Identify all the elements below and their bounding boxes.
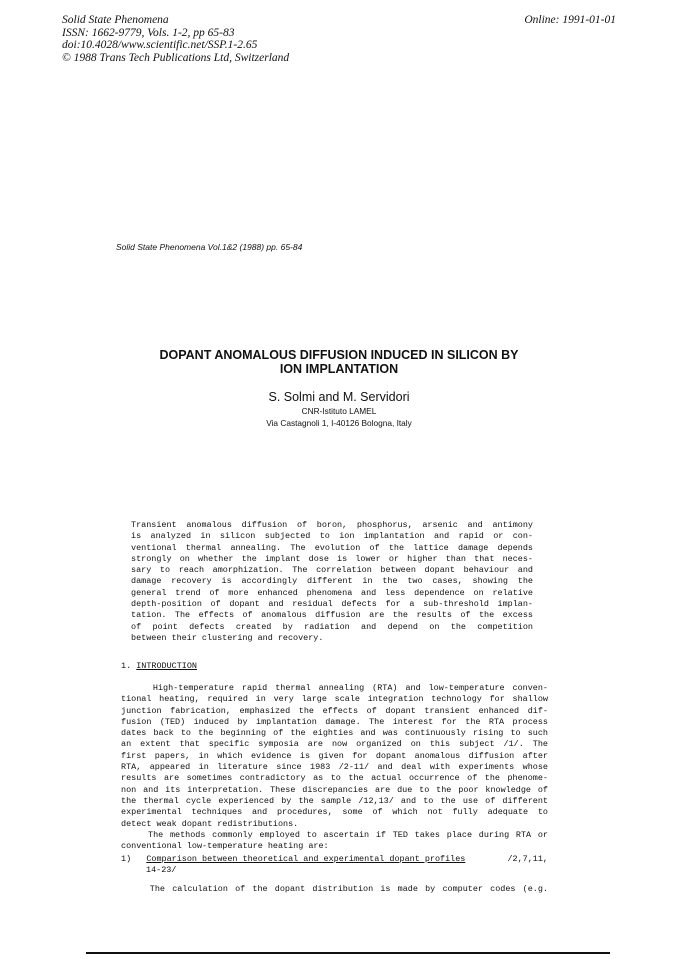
list-marker: 1) xyxy=(121,854,132,864)
body-line: RTA, appeared in literature since 1983 /2-11/ and deal with experiments whose xyxy=(121,762,548,773)
list-item-refs: /2,7,11, xyxy=(507,854,548,864)
header-line: Solid State Phenomena xyxy=(62,14,169,26)
list-item-title: Comparison between theoretical and experimental dopant profiles xyxy=(146,854,466,864)
affiliation xyxy=(0,406,678,429)
title-line: DOPANT ANOMALOUS DIFFUSION INDUCED IN SILICON BY xyxy=(159,348,519,362)
body-line: experimental techniques and procedures, some of which not fully adequate to xyxy=(121,807,548,818)
title-line: ION IMPLANTATION xyxy=(279,361,399,376)
abstract-line: Transient anomalous diffusion of boron, phosphorus, arsenic and antimony xyxy=(131,520,533,530)
calc-text: The calculation of the dopant distribution is made by computer codes (e.g. xyxy=(121,884,548,894)
journal-reference: Solid State Phenomena Vol.1&2 (1988) pp. 65-84 xyxy=(116,242,303,252)
section-heading xyxy=(121,661,197,672)
header-line: ISSN: 1662-9779, Vols. 1-2, pp 65-83 xyxy=(62,26,235,39)
body-line: an extent that specific symposia are now organized on this subject /1/. The xyxy=(121,739,548,750)
body-line: fusion (TED) induced by implantation damage. The interest for the RTA process xyxy=(121,716,548,727)
body-line: results are sometimes contradictory as to the actual occurrence of the phenome- xyxy=(121,773,548,784)
introduction-text xyxy=(121,683,548,852)
body-line: dates back to the beginning of the eighties and was continuously rising to such xyxy=(121,728,548,739)
body-line: High-temperature rapid thermal annealing (RTA) and low-temperature conven- xyxy=(121,683,548,693)
section-number: 1. xyxy=(121,661,132,671)
body-line: conventional low-temperature heating are: xyxy=(121,841,329,852)
institute: CNR-Istituto LAMEL xyxy=(301,406,377,416)
publication-info xyxy=(62,14,289,64)
paper-title xyxy=(0,349,678,376)
abstract-line: between their clustering and recovery. xyxy=(131,632,324,643)
abstract-line: depth-position of dopant and residual defects for a sub-threshold implan- xyxy=(131,599,533,610)
abstract-line: strongly on whether the implant dose is lower or higher than that neces- xyxy=(131,553,533,564)
abstract xyxy=(131,520,533,644)
body-line xyxy=(121,884,548,895)
address: Via Castagnoli 1, I-40126 Bologna, Italy xyxy=(266,417,412,428)
list-item-line xyxy=(121,854,548,865)
list-item-refs-cont: 14-23/ xyxy=(146,865,177,876)
body-line: tional heating, required in very large scale integration technology for shallow xyxy=(121,694,548,705)
footer-rule xyxy=(86,952,610,954)
abstract-line: ventional thermal annealing. The evolution of the lattice damage depends xyxy=(131,542,533,553)
body-line: the thermal cycle experienced by the sample /12,13/ and to the use of different xyxy=(121,795,548,806)
abstract-line: of point defects created by radiation and depend on the competition xyxy=(131,621,533,632)
abstract-line: damage recovery is accordingly different in the two cases, showing the xyxy=(131,576,533,587)
header-line: © 1988 Trans Tech Publications Ltd, Switzerland xyxy=(62,51,290,64)
online-date: Online: 1991-01-01 xyxy=(524,14,616,26)
body-line: first papers, in which evidence is given for dopant anomalous diffusion after xyxy=(121,750,548,761)
abstract-line: general trend of more enhanced phenomena and less dependence on relative xyxy=(131,587,533,598)
body-line: non and its interpretation. These discrepancies are due to the poor knowledge of xyxy=(121,784,548,795)
section-title: INTRODUCTION xyxy=(136,661,197,671)
authors: S. Solmi and M. Servidori xyxy=(268,390,410,404)
method-list-item xyxy=(121,854,548,877)
abstract-line: is analyzed in silicon subjected to ion implantation and rapid or con- xyxy=(131,531,533,542)
header-line: doi:10.4028/www.scientific.net/SSP.1-2.65 xyxy=(62,39,258,51)
body-line: The methods commonly employed to ascertain if TED takes place during RTA or xyxy=(121,829,548,840)
abstract-line: sary to reach amorphization. The correlation between dopant behaviour and xyxy=(131,565,533,576)
abstract-line: tation. The effects of anomalous diffusion are the results of the excess xyxy=(131,610,533,621)
body-line: detect weak dopant redistributions. xyxy=(121,818,299,829)
body-line: junction fabrication, emphasized the effects of dopant transient enhanced dif- xyxy=(121,705,548,716)
